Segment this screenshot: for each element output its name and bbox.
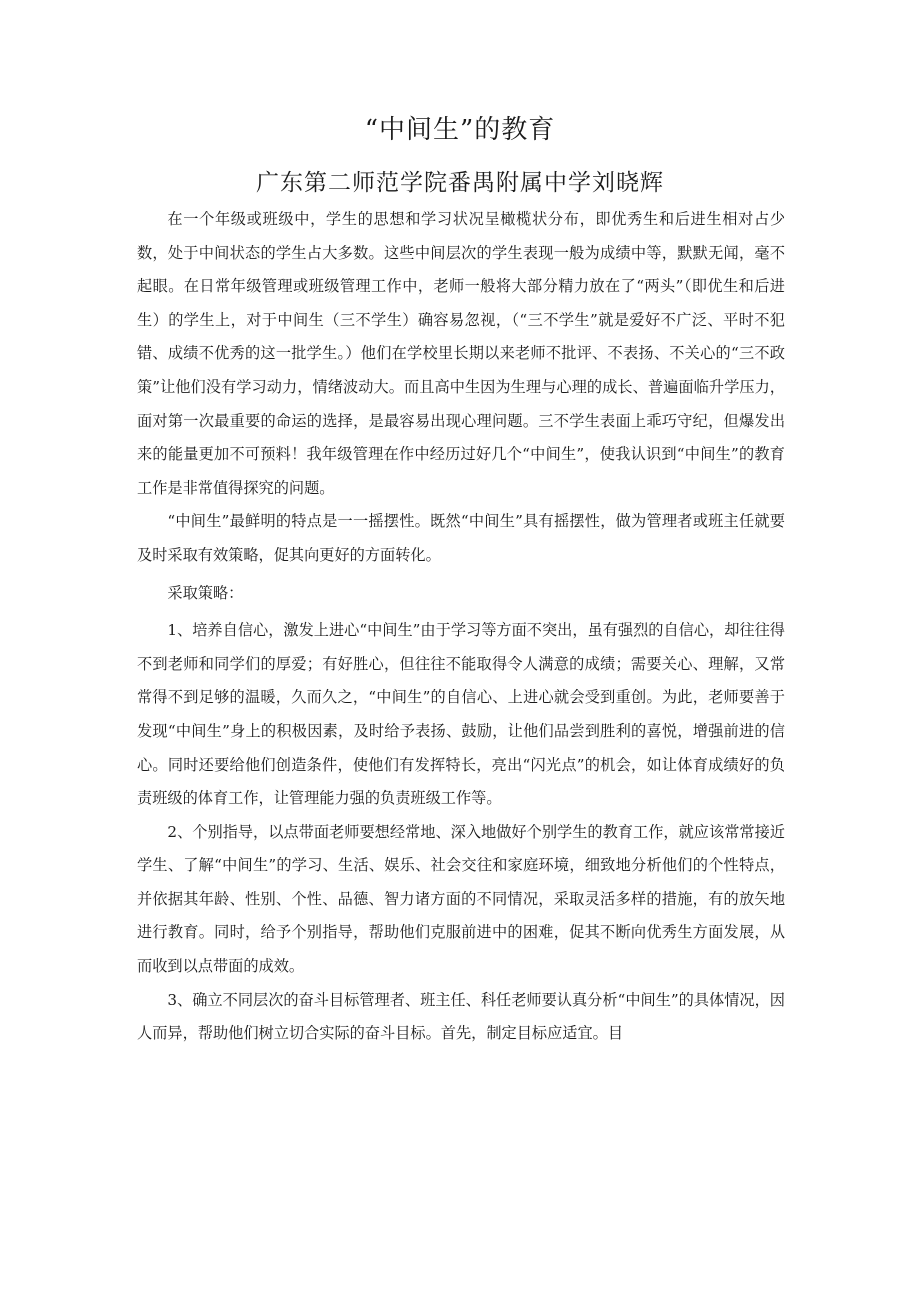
document-title: “中间生”的教育 bbox=[364, 115, 556, 145]
strategy-paragraph-1: 1、培养自信心，激发上进心“中间生”由于学习等方面不突出，虽有强烈的自信心，却往往得不到老师和同学们的厚爱；有好胜心，但往往不能取得令人满意的成绩；需要关心、理解，又常常得不到足够的温暖，久而久之，“中间生”的自信心、上进心就会受到重创。为此，老师要善于发现“中间生”身上的积极因素，及时给予表扬、鼓励，让他们品尝到胜利的喜悦，增强前进的信心。同时还要给他们创造条件，使他们有发挥特长，亮出“闪光点”的机会，如让体育成绩好的负责班级的体育工作，让管理能力强的负责班级工作等。 bbox=[137, 621, 785, 808]
intro-paragraph: 在一个年级或班级中，学生的思想和学习状况呈橄榄状分布，即优秀生和后进生相对占少数，处于中间状态的学生占大多数。这些中间层次的学生表现一般为成绩中等，默默无闻，毫不起眼。在日常年级管理或班级管理工作中，老师一般将大部分精力放在了“两头”（即优生和后进生）的学生上，对于中间生（三不学生）确容易忽视，（“三不学生”就是爱好不广泛、平时不犯错、成绩不优秀的这一批学生。）他们在学校里长期以来老师不批评、不表扬、不关心的“三不政策”让他们没有学习动力，情绪波动大。而且高中生因为生理与心理的成长、普遍面临升学压力，面对第一次最重要的命运的选择，是最容易出现心理问题。三不学生表面上乖巧守纪，但爆发出来的能量更加不可预料！我年级管理在作中经历过好几个“中间生”，使我认识到“中间生”的教育工作是非常值得探究的问题。 bbox=[137, 210, 785, 497]
strategy-paragraph-3: 3、确立不同层次的奋斗目标管理者、班主任、科任老师要认真分析“中间生”的具体情况，因人而异，帮助他们树立切合实际的奋斗目标。首先，制定目标应适宜。目 bbox=[137, 990, 785, 1043]
characteristic-paragraph: “中间生”最鲜明的特点是一一摇摆性。既然“中间生”具有摇摆性，做为管理者或班主任就要及时采取有效策略，促其向更好的方面转化。 bbox=[137, 512, 785, 564]
strategy-heading: 采取策略： bbox=[167, 583, 244, 602]
author-line: 广东第二师范学院番禺附属中学刘晓辉 bbox=[256, 170, 664, 196]
document-body bbox=[137, 203, 785, 1051]
strategy-paragraph-2: 2、个别指导，以点带面老师要想经常地、深入地做好个别学生的教育工作，就应该常常接近学生、了解“中间生”的学习、生活、娱乐、社会交往和家庭环境，细致地分析他们的个性特点，并依据其年龄、性别、个性、品德、智力诸方面的不同情况，采取灵活多样的措施，有的放矢地进行教育。同时，给予个别指导，帮助他们克服前进中的困难，促其不断向优秀生方面发展，从而收到以点带面的成效。 bbox=[137, 822, 785, 976]
